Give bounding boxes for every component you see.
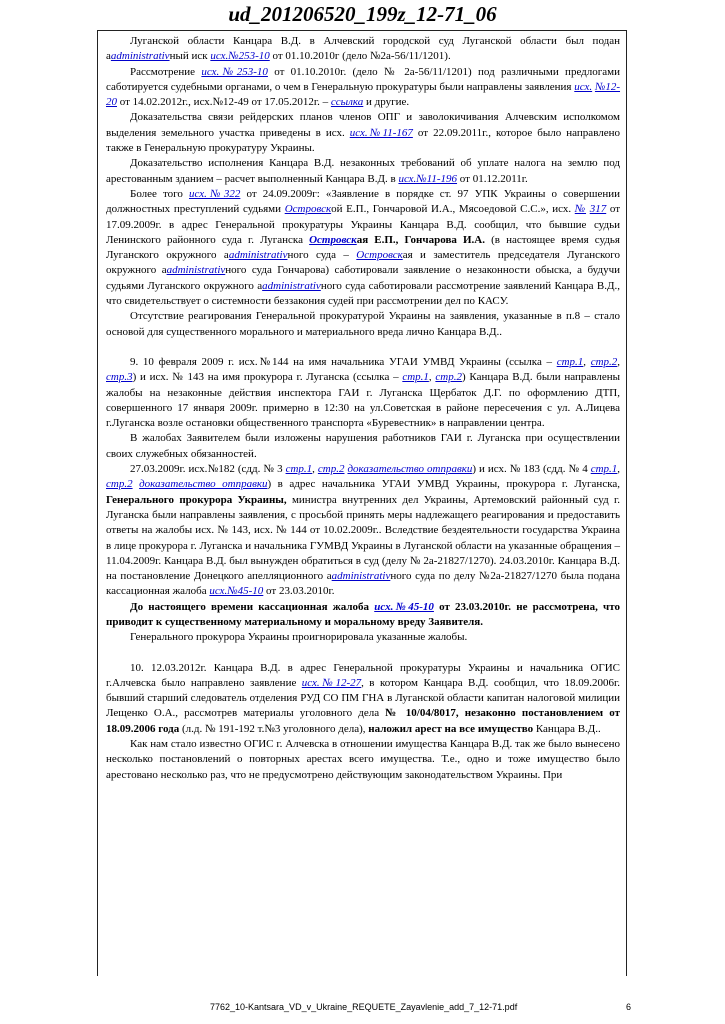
document-frame xyxy=(97,30,627,976)
paragraph: 10. 12.03.2012г. Канцара В.Д. в адрес Генеральной прокуратуры Украины и начальника ОГИС г.Алчевска было направлено заявление исх.№12-27, в котором Канцара В.Д. сообщил, что 18.09.2006г. бывший старший следователь отделения РУД СО ПМ ГНА в Луганской области капитан налоговой милиции Лещенко О.А., рассмотрев материалы уголовного дела № 10/04/8017, незаконно постановлением от 18.09.2006 года (л.д. № 191-192 т.№3 уголовного дела), наложил арест на все имущество Канцара В.Д.. xyxy=(106,661,621,735)
paragraph: В жалобах Заявителем были изложены нарушения работников ГАИ г. Луганска при осуществлении своих служебных обязанностей. xyxy=(106,432,620,460)
link[interactable]: Островск xyxy=(284,203,332,216)
page-number: 6 xyxy=(626,1002,632,1012)
paragraph: Доказательство исполнения Канцара В.Д. незаконных требований об уплате налога на землю под арестованным зданием – расчет выполненный Канцара В.Д. в исх.№11-196 от 01.12.2011г. xyxy=(106,157,620,185)
link[interactable]: №12-20 xyxy=(106,80,621,109)
paragraph: Рассмотрение исх.№253-10 от 01.10.2010г. (дело № 2а-56/11/1201) под различными предлогами саботируется судебными органами, о чем в Генеральную прокуратуры были направлены заявления исх. №12-20 от 14.02.2012г., исх.№12-49 от 17.05.2012г. – ссылка и другие. xyxy=(106,65,621,109)
link[interactable]: стр.3 xyxy=(106,371,133,384)
link[interactable]: стр.1 xyxy=(285,463,313,476)
link[interactable]: исх.№11-167 xyxy=(349,126,413,139)
link[interactable]: доказательство отправки xyxy=(139,478,268,491)
link[interactable]: Островск xyxy=(309,233,357,246)
paragraph: Доказательства связи рейдерских планов членов ОПГ и заволокичивания Алчевским исполкомом выделения земельного участка приведены в исх. исх.№11-167 от 22.09.2011г., которое было направлено также в Генеральную прокуратуру Украины. xyxy=(106,111,620,155)
link[interactable]: исх.№45-10 xyxy=(374,600,434,613)
link[interactable]: исх.№322 xyxy=(188,187,241,200)
link[interactable]: стр.2 xyxy=(590,355,618,368)
link[interactable]: Островск xyxy=(356,249,403,262)
link[interactable]: исх.№253-10 xyxy=(201,65,268,78)
paragraph: Луганской области Канцара В.Д. в Алчевский городской суд Луганской области был подан аadministrativный иск исх.№253-10 от 01.10.2010г (дело №2а-56/11/1201). xyxy=(106,35,620,63)
link[interactable]: стр.2 xyxy=(435,371,462,384)
link[interactable]: administrativ xyxy=(166,264,226,277)
link[interactable]: исх.№11-196 xyxy=(398,172,458,185)
link[interactable]: стр.1 xyxy=(402,371,429,384)
link[interactable]: administrativ xyxy=(331,570,391,583)
link[interactable]: № xyxy=(574,203,587,216)
link[interactable]: исх.№12-27 xyxy=(301,676,362,689)
link[interactable]: доказательство отправки xyxy=(347,463,473,476)
link[interactable]: исх.№45-10 xyxy=(209,585,264,598)
page-header: ud_201206520_199z_12-71_06 xyxy=(228,2,497,26)
link[interactable]: стр.2 xyxy=(317,463,345,476)
paragraph: Генерального прокурора Украины проигнорировала указанные жалобы. xyxy=(130,631,468,644)
paragraph: Как нам стало известно ОГИС г. Алчевска в отношении имущества Канцара В.Д. так же было вынесено несколько постановлений о повторных арестах всего имущества. Т.е., одно и тоже имущество было арестовано несколько раз, что не предусмотрено действующим законодательством Украины. При xyxy=(106,738,620,781)
paragraph: Более того исх.№322 от 24.09.2009г: «Заявление в порядке ст. 97 УПК Украины о совершении должностных преступлений судьями Островской Е.П., Гончаровой И.А., Мясоедовой С.С.», исх. № 317 от 17.09.2009г. в адрес Генеральной прокуратуры Украины Канцара В.Д. сообщил, что бывшие судьи Ленинского районного суда г. Луганска Островская Е.П., Гончарова И.А. (в настоящее время судья Луганского окружного аadministrativного суда – Островская и заместитель председателя Луганского окружного аadministrativного суда Гончарова) саботировали заявление о незаконности обыска, а будучи судьями Луганского окружного аadministrativного суда саботировали рассмотрение заявлений Канцара В.Д., что свидетельствует о системности беззакония судей при рассмотрении дел по КАСУ. xyxy=(106,187,621,308)
paragraph: 27.03.2009г. исх.№182 (сдд. № 3 стр.1, стр.2 доказательство отправки) и исх. № 183 (сдд. № 4 стр.1, стр.2 доказательство отправки) в адрес начальника УГАИ УМВД Украины, прокурора г. Луганска, Генерального прокурора Украины, министра внутренних дел Украины, Артемовский районный суд г. Луганска были направлены заявления, с просьбой принять меры надлежащего реагирования и предоставить ответы на жалобы исх. № 143, исх. № 144 от 10.02.2009г.. Вследствие бездеятельности государства Украина в лице прокурора г. Луганска и начальника ГУМВД Украины в Луганской области на указанные обращения – 11.04.2009г. Канцара В.Д. был вынужден обратиться в суд (делу № 2а-21827/1270). 24.03.2010г. Канцара В.Д. на постановление Донецкого апелляционного аadministrativного суда по делу №2а-21827/1270 была подана кассационная жалоба исх.№45-10 от 23.03.2010г. xyxy=(106,463,621,598)
paragraph: До настоящего времени кассационная жалоба исх.№45-10 от 23.03.2010г. не рассмотрена, что приводит к существенному материальному и моральному вреду Заявителя. xyxy=(106,600,620,628)
footer-filename: 7762_10-Kantsara_VD_v_Ukraine_REQUETE_Zayavlenie_add_7_12-71.pdf xyxy=(210,1002,518,1012)
link[interactable]: стр.1 xyxy=(556,355,584,368)
link[interactable]: ссылка xyxy=(330,96,364,109)
link[interactable]: administrativ xyxy=(110,50,170,63)
paragraph: 9. 10 февраля 2009 г. исх.№144 на имя начальника УГАИ УМВД Украины (ссылка – стр.1, стр.2, стр.3) и исх. № 143 на имя прокурора г. Луганска (ссылка – стр.1, стр.2) Канцара В.Д. были направлены жалобы на незаконные действия инспектора ГАИ г. Луганска Щербаток Д.Г. по оформлению ДТП, совершенного 17 января 2009г. примерно в 12:30 на ул.Советская в районе пересечения с ул. А.Лицева г.Луганска возле остановки общественного транспорта «Буревестник» в направлении центра. xyxy=(106,355,621,430)
link[interactable]: исх. xyxy=(574,80,593,93)
link[interactable]: administrativ xyxy=(228,249,288,262)
link[interactable]: стр.1 xyxy=(590,463,618,476)
link[interactable]: стр.2 xyxy=(106,478,133,491)
paragraph: Отсутствие реагирования Генеральной прокуратурой Украины на заявления, указанные в п.8 – стало основой для существенного морального и материального вреда лично Канцара В.Д.. xyxy=(106,310,620,338)
link[interactable]: исх.№253-10 xyxy=(210,50,270,63)
link[interactable]: administrativ xyxy=(262,279,321,292)
link[interactable]: 317 xyxy=(589,203,607,216)
document-body xyxy=(98,31,626,783)
